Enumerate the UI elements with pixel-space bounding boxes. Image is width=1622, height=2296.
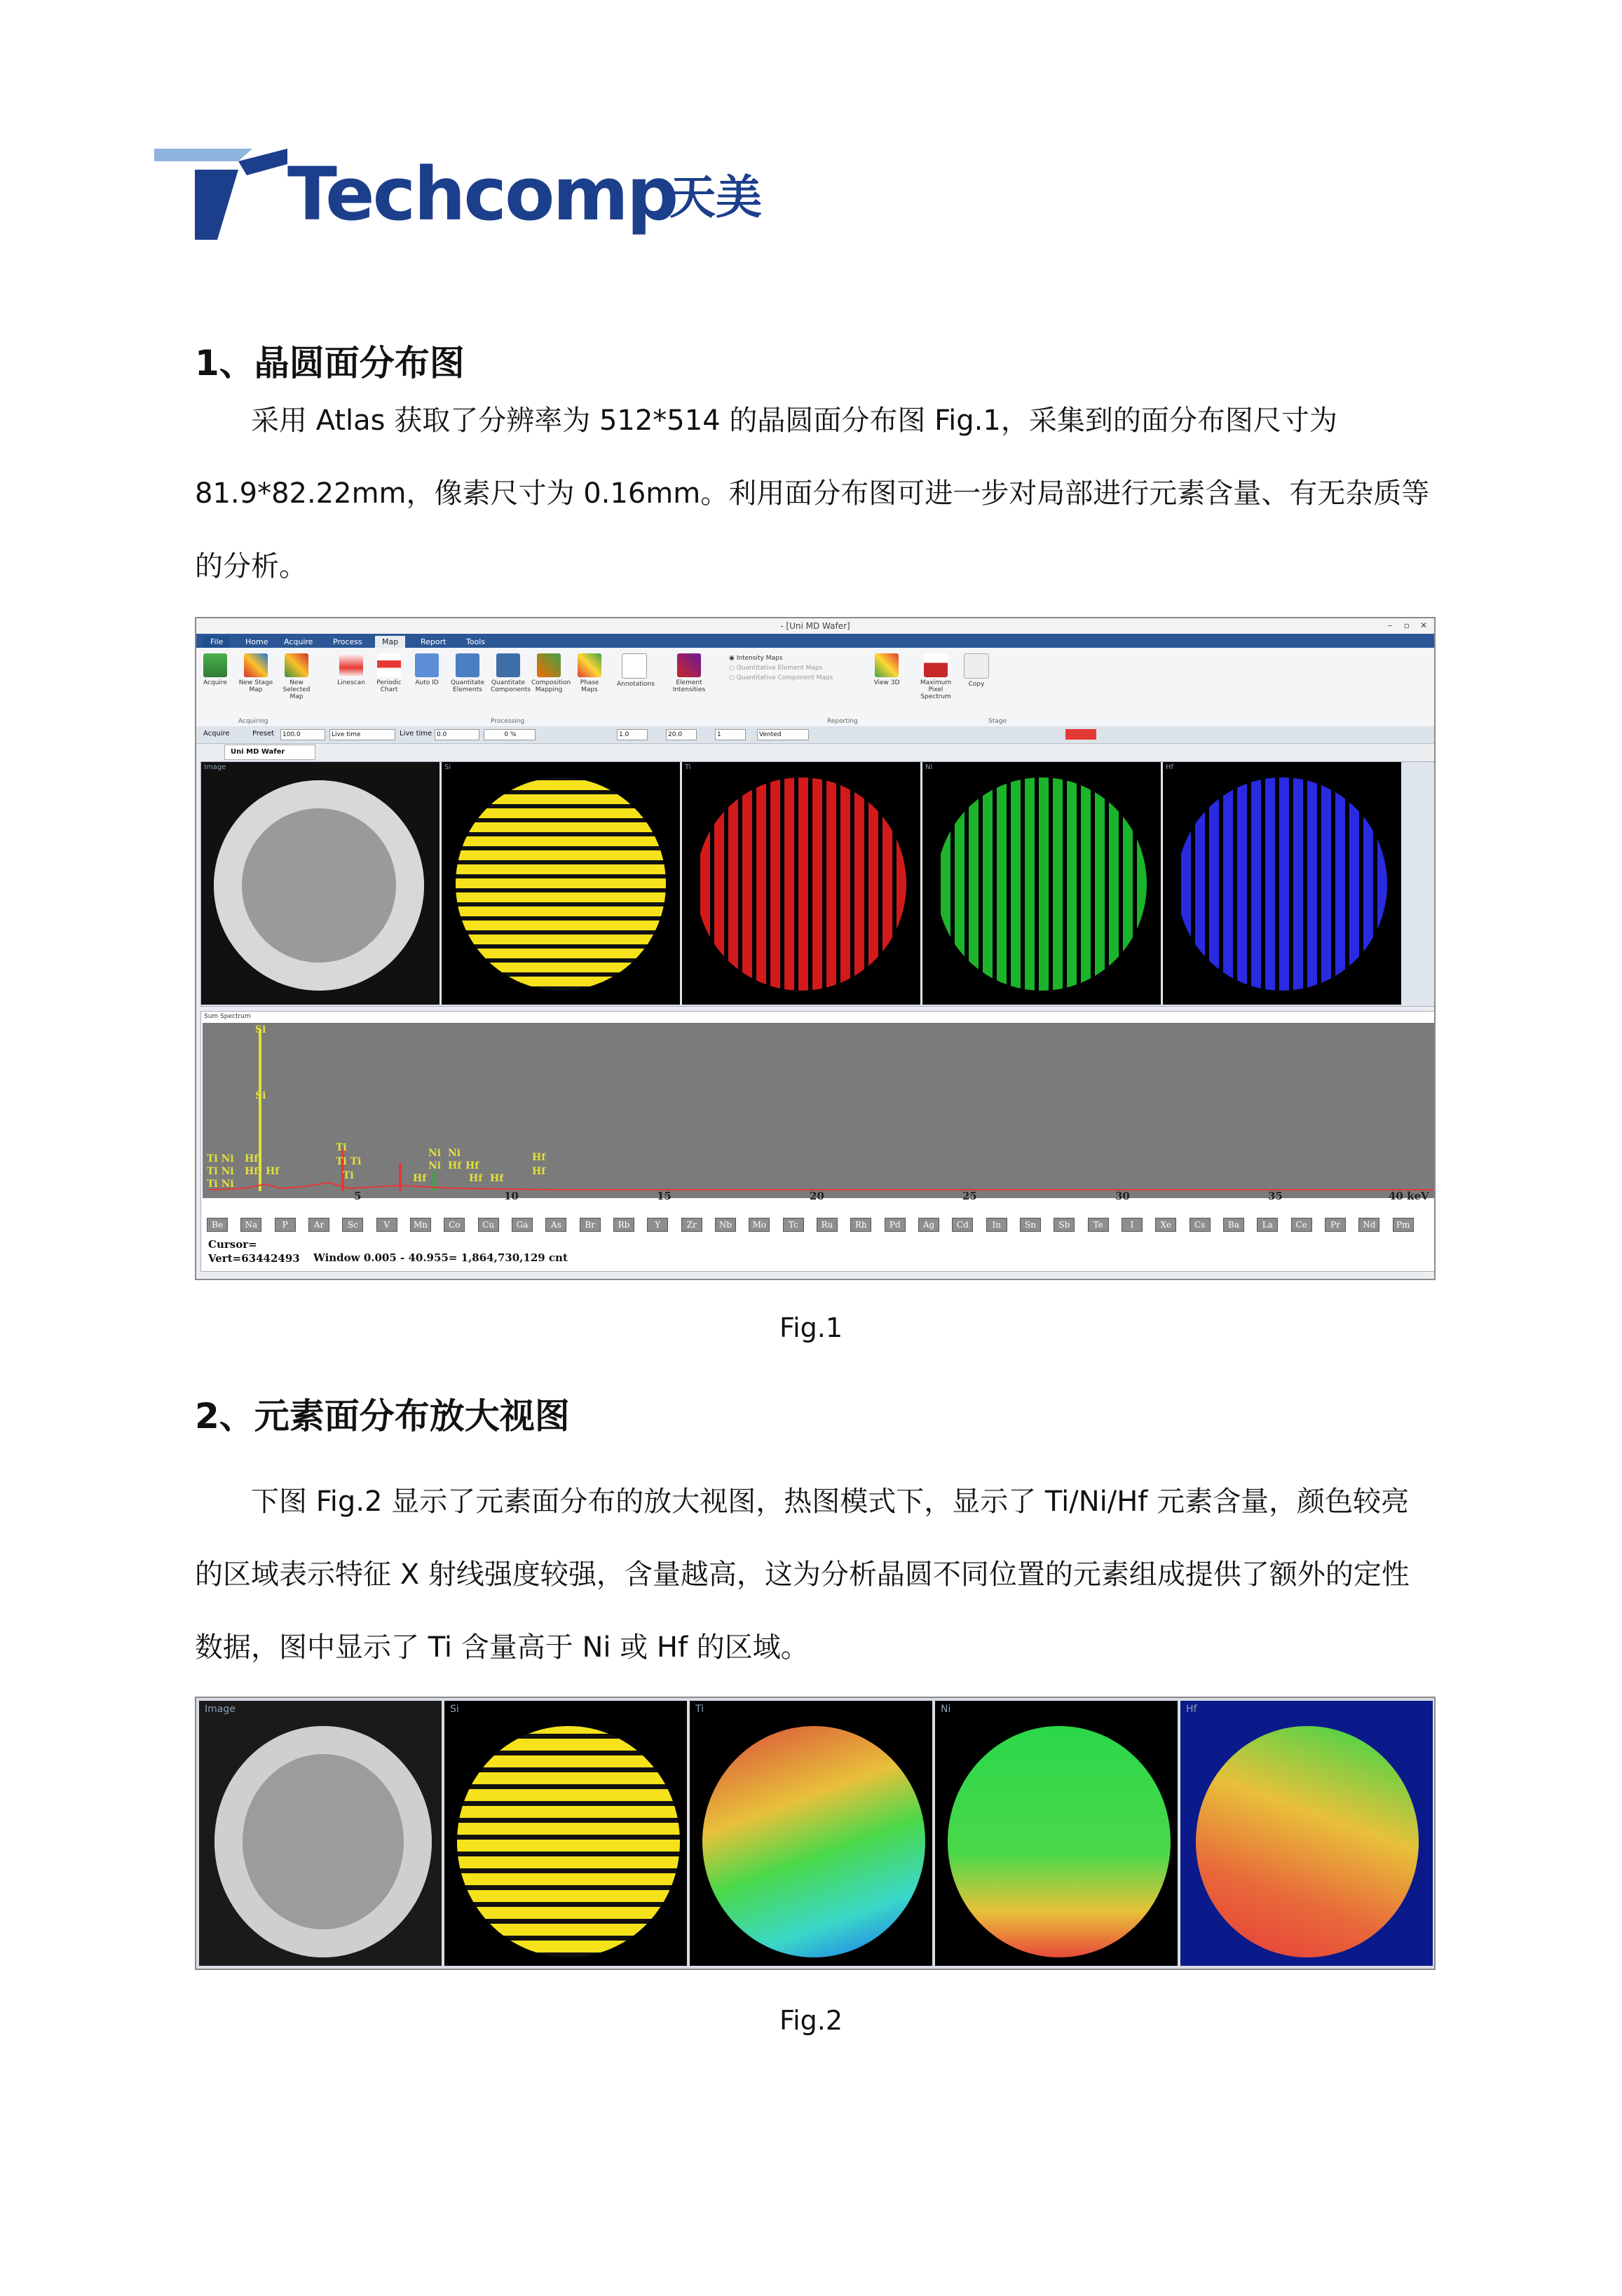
wafer-ti	[696, 777, 906, 991]
section1-heading: 1、晶圆面分布图	[195, 343, 465, 383]
deadtime-label: Live time	[400, 730, 432, 738]
hf-map-panel[interactable]	[1163, 762, 1403, 1005]
section2-line2: 的区域表示特征 X 射线强度较强，含量越高，这为分析晶圆不同位置的元素组成提供了额外的定性	[195, 1558, 1410, 1591]
section2-line1: 下图 Fig.2 显示了元素面分布的放大视图，热图模式下，显示了 Ti/Ni/Hf 元素含量，颜色较亮	[251, 1486, 1410, 1518]
deadtime-input[interactable]: 0.0	[435, 729, 479, 740]
toolbar-acquire-button[interactable]: Acquire	[203, 730, 230, 738]
peak-label-hf-6: Hf	[413, 1173, 427, 1184]
acquire-toolbar	[196, 726, 1434, 744]
section1-line1: 采用 Atlas 获取了分辨率为 512*514 的晶圆面分布图 Fig.1，采集到的面分布图尺寸为	[251, 405, 1337, 437]
section1-line3: 的分析。	[195, 550, 307, 583]
group-stage: Stage	[988, 718, 1007, 725]
element-button-cs[interactable]: Cs	[1190, 1218, 1211, 1232]
window-readout: Window 0.005 - 40.955= 1,864,730,129 cnt	[313, 1251, 568, 1264]
figure1-caption: Fig.1	[779, 1312, 843, 1343]
spectrum-label: Sum Spectrum	[204, 1013, 251, 1020]
composition-mapping-button[interactable]: Composition Mapping	[531, 653, 566, 693]
peak-label-hf-9: Hf	[532, 1152, 546, 1163]
section1-line2: 81.9*82.22mm，像素尺寸为 0.16mm。利用面分布图可进一步对局部进行元素含量、有无杂质等	[195, 477, 1430, 510]
wafer-si	[456, 777, 666, 991]
peak-label-ti: Ti	[336, 1142, 347, 1153]
max-pixel-spectrum-button[interactable]: Maximum Pixel Spectrum	[918, 653, 953, 700]
acquire-icon	[203, 653, 227, 677]
peak-label-ni-3: Ni	[428, 1160, 442, 1171]
wafer-image	[214, 780, 424, 991]
section2-heading: 2、元素面分布放大视图	[195, 1396, 570, 1436]
element-button-ga[interactable]: Ga	[512, 1218, 533, 1232]
peak-label-hf: Hf	[245, 1153, 259, 1164]
group-acquiring: Acquiring	[238, 718, 268, 725]
element-button-zr[interactable]: Zr	[681, 1218, 702, 1232]
element-button-te[interactable]: Te	[1088, 1218, 1109, 1232]
section1-paragraph	[195, 384, 1430, 603]
peak-label-si: Si	[255, 1024, 266, 1035]
element-button-cu[interactable]: Cu	[478, 1218, 499, 1232]
peak-label-hf-5: Hf	[465, 1160, 479, 1171]
stage-map-icon	[244, 653, 268, 677]
app-window-title: - [Uni MD Wafer]	[780, 621, 850, 631]
kv-input[interactable]: 20.0	[666, 729, 697, 740]
map-label-ni: Ni	[925, 763, 933, 771]
element-button-mo[interactable]: Mo	[749, 1218, 770, 1232]
preset-label: Preset	[252, 730, 275, 738]
x-tick-30: 30	[1115, 1190, 1130, 1202]
element-button-be[interactable]: Be	[207, 1218, 228, 1232]
peak-label-ti-ni: Ti Ni	[207, 1153, 234, 1164]
element-intensities-icon	[677, 653, 701, 677]
peak-label-hf-4: Hf	[448, 1160, 462, 1171]
peak-label-ti-3: Ti	[343, 1170, 354, 1181]
section2-paragraph	[195, 1465, 1430, 1684]
element-button-cd[interactable]: Cd	[952, 1218, 973, 1232]
spectrum-panel	[200, 1011, 1436, 1272]
element-button-la[interactable]: La	[1257, 1218, 1278, 1232]
tab-report[interactable]: Report	[421, 637, 447, 646]
wafer-ni	[936, 777, 1147, 991]
ni-map-panel[interactable]	[922, 762, 1163, 1005]
tab-tools[interactable]: Tools	[466, 637, 486, 646]
element-intensities-button[interactable]: Element Intensities	[672, 653, 707, 693]
peak-label-ni-2: Ni	[448, 1148, 461, 1159]
f2-ni-panel[interactable]	[934, 1699, 1179, 1967]
vacuum-select[interactable]: Vented	[757, 729, 809, 740]
peak-label-hf-8: Hf	[490, 1173, 504, 1184]
map-label-image: Image	[204, 763, 226, 771]
radio-quant-component-maps[interactable]: ○ Quantitative Component Maps	[729, 674, 833, 681]
x-tick-5: 5	[354, 1190, 362, 1202]
stop-indicator[interactable]	[1065, 729, 1096, 740]
annotations-button[interactable]: Annotations	[617, 653, 652, 688]
f2-wafer-si	[457, 1726, 680, 1957]
linescan-icon	[339, 653, 363, 677]
element-button-xe[interactable]: Xe	[1155, 1218, 1176, 1232]
view-3d-icon	[875, 653, 899, 677]
quantitate-components-icon	[496, 653, 520, 677]
element-button-sn[interactable]: Sn	[1020, 1218, 1041, 1232]
x-tick-25: 25	[962, 1190, 977, 1202]
peak-label-ni: Ni	[428, 1148, 442, 1159]
element-button-br[interactable]: Br	[580, 1218, 601, 1232]
f2-label-ti: Ti	[695, 1704, 704, 1715]
logo-chinese-text: 天美	[669, 170, 762, 224]
map-label-ti: Ti	[685, 763, 691, 771]
max-pixel-spectrum-icon	[924, 653, 948, 677]
quantitate-elements-icon	[456, 653, 479, 677]
element-button-as[interactable]: As	[545, 1218, 566, 1232]
selected-map-icon	[285, 653, 308, 677]
element-button-na[interactable]: Na	[240, 1218, 261, 1232]
tab-map[interactable]: Map	[375, 636, 405, 648]
copy-button[interactable]: Copy	[959, 653, 994, 688]
spectrum-trace	[203, 1023, 1436, 1198]
peak-label-hf-7: Hf	[469, 1173, 483, 1184]
spectrum-baseline	[210, 1183, 1436, 1190]
composition-mapping-icon	[537, 653, 561, 677]
mag-input[interactable]: 1	[715, 729, 746, 740]
si-map-panel[interactable]	[442, 762, 682, 1005]
app-titlebar	[196, 618, 1434, 634]
x-tick-35: 35	[1268, 1190, 1283, 1202]
ribbon-tabs	[196, 634, 1434, 648]
techcomp-logo	[154, 149, 771, 240]
f2-wafer-image	[214, 1726, 432, 1957]
annotations-icon	[622, 653, 647, 679]
figure1-screenshot	[195, 617, 1436, 1280]
f2-label-si: Si	[450, 1704, 459, 1715]
peak-label-ti-ni-2: Ti Ni	[207, 1166, 234, 1177]
section2-line3: 数据，图中显示了 Ti 含量高于 Ni 或 Hf 的区域。	[195, 1631, 809, 1664]
cursor-label: Cursor=	[208, 1238, 257, 1251]
f2-wafer-ni	[948, 1726, 1171, 1957]
image-map-panel[interactable]	[201, 762, 442, 1005]
tab-process[interactable]: Process	[333, 637, 362, 646]
element-button-ag[interactable]: Ag	[918, 1218, 939, 1232]
peak-label-si-2: Si	[255, 1090, 266, 1101]
f2-label-hf: Hf	[1186, 1704, 1197, 1715]
vert-readout: Vert=63442493	[208, 1252, 300, 1265]
x-tick-40kev: 40 keV	[1389, 1190, 1429, 1202]
peak-label-ti-ti: Ti Ti	[336, 1156, 362, 1167]
quantitate-elements-button[interactable]: Quantitate Elements	[450, 653, 485, 693]
acquire-button[interactable]: Acquire	[198, 653, 233, 686]
x-tick-20: 20	[810, 1190, 824, 1202]
logo-text: Techcomp	[287, 151, 677, 237]
f2-image-panel[interactable]	[198, 1699, 443, 1967]
group-processing: Processing	[491, 718, 525, 725]
document-tab[interactable]: Uni MD Wafer	[224, 745, 315, 760]
maximize-icon[interactable]: ▫	[1403, 620, 1410, 630]
element-button-sc[interactable]: Sc	[342, 1218, 363, 1232]
element-button-pm[interactable]: Pm	[1393, 1218, 1414, 1232]
element-button-i[interactable]: I	[1122, 1218, 1143, 1232]
element-button-ce[interactable]: Ce	[1291, 1218, 1312, 1232]
radio-quant-element-maps[interactable]: ○ Quantitative Element Maps	[729, 665, 823, 672]
wafer-hf	[1177, 777, 1387, 991]
map-label-hf: Hf	[1166, 763, 1174, 771]
element-button-y[interactable]: Y	[647, 1218, 668, 1232]
mode-select[interactable]: Live time	[329, 729, 395, 740]
minimize-icon[interactable]: –	[1388, 620, 1392, 630]
f2-ti-panel[interactable]	[688, 1699, 934, 1967]
linescan-button[interactable]: Linescan	[334, 653, 369, 686]
element-button-v[interactable]: V	[376, 1218, 397, 1232]
phase-maps-button[interactable]: Phase Maps	[572, 653, 607, 693]
tc-input[interactable]: 1.0	[617, 729, 648, 740]
copy-icon	[964, 653, 989, 679]
peak-label-ti-ni-3: Ti Ni	[207, 1178, 234, 1190]
periodic-chart-icon	[377, 653, 401, 677]
map-label-si: Si	[444, 763, 451, 771]
spectrum-plot[interactable]	[203, 1023, 1436, 1198]
cursor-readout	[208, 1237, 300, 1265]
f2-wafer-hf	[1196, 1726, 1419, 1957]
element-button-pr[interactable]: Pr	[1325, 1218, 1346, 1232]
element-button-in[interactable]: In	[986, 1218, 1007, 1232]
element-button-tc[interactable]: Tc	[783, 1218, 804, 1232]
f2-si-panel[interactable]	[443, 1699, 688, 1967]
ribbon	[196, 648, 1434, 727]
element-button-rb[interactable]: Rb	[613, 1218, 634, 1232]
new-selected-map-button[interactable]: New Selected Map	[279, 653, 314, 700]
f2-hf-panel[interactable]	[1179, 1699, 1434, 1967]
preset-input[interactable]: 100.0	[280, 729, 325, 740]
element-button-rh[interactable]: Rh	[850, 1218, 871, 1232]
view-3d-button[interactable]: View 3D	[869, 653, 904, 686]
progress-box: 0 %	[484, 729, 536, 740]
tab-acquire[interactable]: Acquire	[284, 637, 313, 646]
element-button-mn[interactable]: Mn	[410, 1218, 431, 1232]
element-button-pd[interactable]: Pd	[885, 1218, 906, 1232]
periodic-chart-button[interactable]: Periodic Chart	[372, 653, 407, 693]
radio-intensity-maps[interactable]: ◉ Intensity Maps	[729, 655, 783, 662]
element-button-p[interactable]: P	[275, 1218, 296, 1232]
maps-area	[200, 761, 1436, 1007]
f2-label-image: Image	[205, 1704, 236, 1715]
peak-label-hf-2: Hf	[245, 1166, 259, 1177]
element-button-nd[interactable]: Nd	[1358, 1218, 1379, 1232]
logo-mark-icon	[154, 149, 287, 240]
x-tick-15: 15	[657, 1190, 672, 1202]
auto-id-button[interactable]: Auto ID	[409, 653, 444, 686]
element-button-ru[interactable]: Ru	[817, 1218, 838, 1232]
group-reporting: Reporting	[827, 718, 858, 725]
element-button-co[interactable]: Co	[444, 1218, 465, 1232]
element-button-nb[interactable]: Nb	[715, 1218, 736, 1232]
tab-file[interactable]: File	[203, 636, 230, 648]
map-type-radio-group	[729, 653, 833, 683]
phase-maps-icon	[578, 653, 601, 677]
element-button-ar[interactable]: Ar	[308, 1218, 329, 1232]
auto-id-icon	[415, 653, 439, 677]
new-stage-map-button[interactable]: New Stage Map	[238, 653, 273, 693]
f2-label-ni: Ni	[941, 1704, 951, 1715]
x-tick-10: 10	[504, 1190, 519, 1202]
quantitate-components-button[interactable]: Quantitate Components	[491, 653, 526, 693]
f2-wafer-ti	[702, 1726, 925, 1957]
peak-label-hf-3: Hf	[266, 1166, 280, 1177]
element-button-ba[interactable]: Ba	[1223, 1218, 1244, 1232]
close-icon[interactable]: ✕	[1419, 620, 1427, 630]
element-button-sb[interactable]: Sb	[1054, 1218, 1075, 1232]
tab-home[interactable]: Home	[245, 637, 268, 646]
figure2-caption: Fig.2	[779, 2005, 843, 2036]
ti-map-panel[interactable]	[682, 762, 922, 1005]
peak-label-hf-10: Hf	[532, 1166, 546, 1177]
figure2-screenshot	[195, 1697, 1436, 1970]
